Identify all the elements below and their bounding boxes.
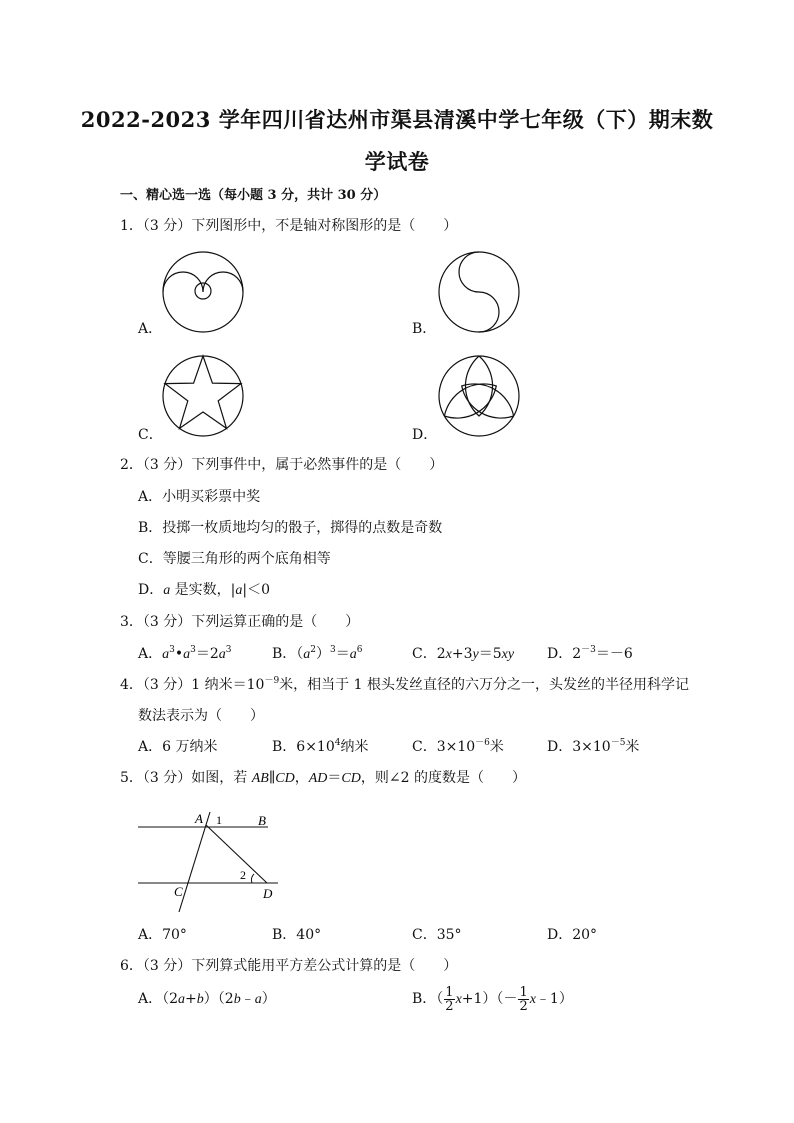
outer-circle <box>439 356 519 436</box>
exam-title-line1: 2022-2023 学年四川省达州市渠县清溪中学七年级（下）期末数 <box>80 107 714 132</box>
label-a: A <box>195 811 203 826</box>
q2-option-a: A．小明买彩票中奖 <box>138 489 261 505</box>
s-curve <box>459 252 499 332</box>
double-arc <box>163 272 243 292</box>
q1-label-d: D． <box>412 427 438 443</box>
q6-option-b: B．（ $\frac{1}{2}$ x+1）（－ $\frac{1}{2}$ x﹣1） <box>412 984 573 1014</box>
q2-option-b: B．投掷一枚质地均匀的骰子，掷得的点数是奇数 <box>138 520 443 536</box>
q1-label-a: A． <box>138 321 163 337</box>
q4-stem-cont: 数法表示为（ ） <box>138 708 264 724</box>
q6-stem: 6．（3 分）下列算式能用平方差公式计算的是（ ） <box>120 958 458 974</box>
q5-option-b: B．40° <box>272 927 322 943</box>
q3-stem: 3．（3 分）下列运算正确的是（ ） <box>120 614 360 630</box>
fraction-half: $\frac{1}{2}$ <box>519 984 528 1014</box>
q2-option-d: D．a 是实数，|a|＜0 <box>138 582 271 598</box>
petal-left <box>444 384 496 418</box>
q3-option-b: B．$(a^2)^3=a^6$ <box>272 645 363 662</box>
q6-option-a: A．（2a+b）（2b﹣a） <box>138 991 276 1007</box>
segment-ad <box>206 825 267 883</box>
q4-option-d: D．$3\times 10^{-5}$米 <box>547 738 640 755</box>
q5-option-d: D．20° <box>547 927 598 943</box>
q4-option-c: C．$3\times 10^{-6}$米 <box>412 738 504 755</box>
q1-figure-b <box>436 249 522 335</box>
q1-stem: 1．（3 分）下列图形中，不是轴对称图形的是（ ） <box>120 218 458 234</box>
q5-option-c: C．35° <box>412 927 462 943</box>
q1-label-c: C． <box>138 427 163 443</box>
q2-option-c: C．等腰三角形的两个底角相等 <box>138 551 331 567</box>
q5-figure <box>134 806 284 918</box>
label-d: D <box>263 886 273 901</box>
q1-figure-c <box>160 353 246 439</box>
q4-option-b: B．$6\times 10^4$纳米 <box>272 738 369 755</box>
label-angle-2: 2 <box>240 868 246 882</box>
exam-title-line2: 学试卷 <box>364 149 430 174</box>
q4-stem: 4．（3 分）1 纳米$=10^{-9}$米，相当于 1 根头发丝直径的六万分之一，头发丝的半径用科学记 <box>120 676 689 693</box>
fraction-half: $\frac{1}{2}$ <box>445 984 454 1014</box>
q1-figure-a <box>160 249 246 335</box>
label-angle-1: 1 <box>216 813 222 827</box>
angle-mark-2 <box>251 874 254 883</box>
outer-circle <box>163 356 243 436</box>
q3-option-d: D．$2^{-3}=-6$ <box>547 645 633 662</box>
q3-option-a: A．$a^3•a^3=2a^3$ <box>138 645 232 662</box>
q3-option-c: C．2x+3y＝5xy <box>412 646 515 662</box>
label-c: C <box>174 884 183 899</box>
label-b: B <box>258 813 266 828</box>
q1-label-b: B． <box>412 321 437 337</box>
q1-figure-d <box>436 353 522 439</box>
section-heading: 一、精心选一选（每小题 3 分，共计 30 分） <box>120 188 387 203</box>
q4-option-a: A．6 万纳米 <box>138 739 218 755</box>
q2-stem: 2．（3 分）下列事件中，属于必然事件的是（ ） <box>120 457 444 473</box>
q5-stem: 5．（3 分）如图，若 AB∥CD，AD＝CD，则∠2 的度数是（ ） <box>120 770 526 786</box>
q5-option-a: A．70° <box>138 927 187 943</box>
petal-right <box>462 384 514 418</box>
